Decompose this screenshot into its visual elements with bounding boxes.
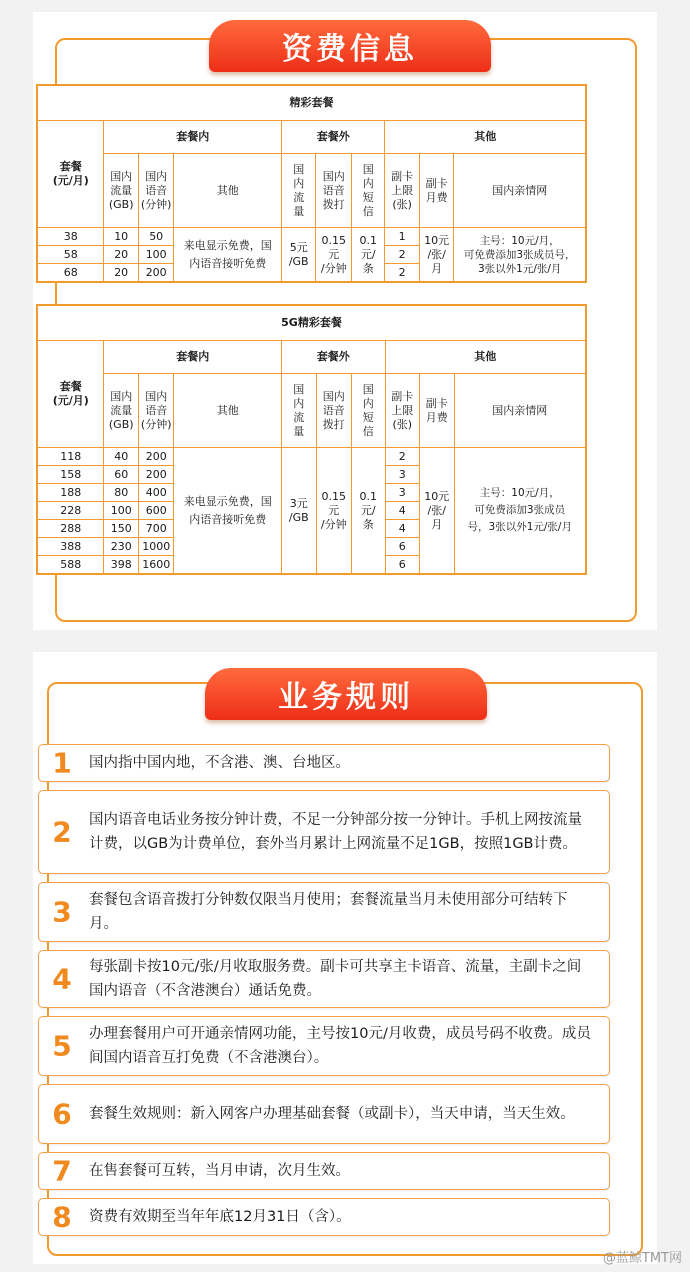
rule-number: 3 [52, 895, 72, 929]
data-out-cell: 3元 /GB [282, 448, 317, 575]
sms-out-cell: 0.1 元/ 条 [352, 448, 385, 575]
rule-text: 办理套餐用户可开通亲情网功能，主号按10元/月收费，成员号码不收费。成员间国内语音互打免费（不含港澳台）。 [89, 1026, 591, 1066]
voice-cell: 1600 [138, 556, 174, 575]
extra-cell: 来电显示免费，国 内语音接听免费 [174, 448, 282, 575]
table-title: 精彩套餐 [37, 85, 586, 121]
sub-limit-cell: 3 [385, 466, 420, 484]
sub-limit-header: 副卡 上限 (张) [385, 374, 420, 448]
data-cell: 150 [104, 520, 139, 538]
voice-cell: 600 [138, 502, 174, 520]
sub-limit-header: 副卡 上限 (张) [385, 154, 419, 228]
voice-header: 国内 语音 (分钟) [138, 374, 174, 448]
rule-item [38, 790, 610, 874]
out-package-header: 套餐外 [282, 341, 385, 374]
voice-out-header: 国内 语音 拨打 [316, 154, 352, 228]
data-out-header: 国 内 流 量 [281, 154, 315, 228]
package-header: 套餐 (元/月) [37, 341, 104, 448]
rule-item [38, 1016, 610, 1076]
family-cell: 主号：10元/月， 可免费添加3张成员 号，3张以外1元/张/月 [454, 448, 586, 575]
sms-out-header: 国 内 短 信 [351, 154, 384, 228]
rule-number: 6 [52, 1097, 72, 1131]
other-header: 其他 [385, 121, 586, 154]
family-header: 国内亲情网 [454, 154, 586, 228]
fee-table-5g [36, 304, 587, 575]
voice-header: 国内 语音 (分钟) [138, 154, 174, 228]
voice-cell: 400 [138, 484, 174, 502]
data-cell: 100 [104, 502, 139, 520]
rule-number: 1 [52, 746, 72, 780]
voice-cell: 700 [138, 520, 174, 538]
fee-info-title: 资费信息 [209, 20, 491, 72]
watermark: @蓝鲸TMT网 [602, 1251, 682, 1266]
extra-cell: 来电显示免费，国 内语音接听免费 [174, 228, 282, 283]
rule-text: 套餐包含语音拨打分钟数仅限当月使用；套餐流量当月未使用部分可结转下月。 [89, 892, 568, 932]
voice-cell: 200 [138, 448, 174, 466]
voice-out-cell: 0.15 元 /分钟 [316, 228, 352, 283]
sms-out-cell: 0.1 元/ 条 [351, 228, 384, 283]
fee-table-basic [36, 84, 587, 283]
voice-cell: 100 [138, 246, 174, 264]
sub-limit-cell: 2 [385, 264, 419, 283]
sub-limit-cell: 4 [385, 502, 420, 520]
other-header: 其他 [385, 341, 586, 374]
sub-fee-cell: 10元 /张/ 月 [420, 448, 455, 575]
family-header: 国内亲情网 [454, 374, 586, 448]
data-header: 国内 流量 (GB) [104, 374, 139, 448]
rule-text: 每张副卡按10元/张/月收取服务费。副卡可共享主卡语音、流量，主副卡之间国内语音（不含港澳台）通话免费。 [89, 959, 582, 999]
price-cell: 228 [37, 502, 104, 520]
voice-out-header: 国内 语音 拨打 [316, 374, 352, 448]
rule-number: 5 [52, 1029, 72, 1063]
rule-number: 7 [52, 1154, 72, 1188]
sub-limit-cell: 6 [385, 538, 420, 556]
price-cell: 158 [37, 466, 104, 484]
data-out-header: 国 内 流 量 [282, 374, 317, 448]
rule-text: 在售套餐可互转，当月申请，次月生效。 [89, 1163, 350, 1179]
sub-limit-cell: 2 [385, 246, 419, 264]
rule-text: 国内语音电话业务按分钟计费，不足一分钟部分按一分钟计。手机上网按流量计费，以GB为计费单位，套外当月累计上网流量不足1GB，按照1GB计费。 [89, 812, 582, 852]
rule-item [38, 950, 610, 1008]
in-package-header: 套餐内 [104, 121, 282, 154]
extra-header: 其他 [174, 374, 282, 448]
voice-cell: 200 [138, 466, 174, 484]
price-cell: 188 [37, 484, 104, 502]
data-cell: 10 [104, 228, 138, 246]
sub-fee-header: 副卡 月费 [419, 154, 453, 228]
rule-text: 资费有效期至当年年底12月31日（含）。 [89, 1209, 351, 1225]
data-header: 国内 流量 (GB) [104, 154, 138, 228]
sub-limit-cell: 4 [385, 520, 420, 538]
price-cell: 68 [37, 264, 104, 283]
sub-limit-cell: 6 [385, 556, 420, 575]
extra-header: 其他 [174, 154, 282, 228]
rule-item [38, 744, 610, 782]
data-cell: 398 [104, 556, 139, 575]
price-cell: 58 [37, 246, 104, 264]
price-cell: 38 [37, 228, 104, 246]
data-cell: 40 [104, 448, 139, 466]
voice-cell: 200 [138, 264, 174, 283]
out-package-header: 套餐外 [281, 121, 384, 154]
rules-title: 业务规则 [205, 668, 487, 720]
price-cell: 588 [37, 556, 104, 575]
data-cell: 60 [104, 466, 139, 484]
voice-cell: 1000 [138, 538, 174, 556]
in-package-header: 套餐内 [104, 341, 282, 374]
voice-cell: 50 [138, 228, 174, 246]
voice-out-cell: 0.15 元 /分钟 [316, 448, 352, 575]
rule-item [38, 1152, 610, 1190]
rule-number: 4 [52, 962, 72, 996]
rule-number: 8 [52, 1200, 72, 1234]
sms-out-header: 国 内 短 信 [352, 374, 385, 448]
data-cell: 230 [104, 538, 139, 556]
price-cell: 118 [37, 448, 104, 466]
data-cell: 20 [104, 246, 138, 264]
sub-limit-cell: 3 [385, 484, 420, 502]
family-cell: 主号：10元/月， 可免费添加3张成员号， 3张以外1元/张/月 [454, 228, 586, 283]
rule-number: 2 [52, 815, 72, 849]
price-cell: 288 [37, 520, 104, 538]
rule-text: 国内指中国内地，不含港、澳、台地区。 [89, 755, 350, 771]
data-cell: 80 [104, 484, 139, 502]
data-out-cell: 5元 /GB [281, 228, 315, 283]
package-header: 套餐 (元/月) [37, 121, 104, 228]
rule-text: 套餐生效规则：新入网客户办理基础套餐（或副卡），当天申请，当天生效。 [89, 1106, 575, 1122]
rule-item [38, 1198, 610, 1236]
data-cell: 20 [104, 264, 138, 283]
rule-item [38, 882, 610, 942]
sub-limit-cell: 2 [385, 448, 420, 466]
sub-limit-cell: 1 [385, 228, 419, 246]
rule-item [38, 1084, 610, 1144]
price-cell: 388 [37, 538, 104, 556]
sub-fee-cell: 10元 /张/ 月 [419, 228, 453, 283]
sub-fee-header: 副卡 月费 [420, 374, 455, 448]
table-title: 5G精彩套餐 [37, 305, 586, 341]
